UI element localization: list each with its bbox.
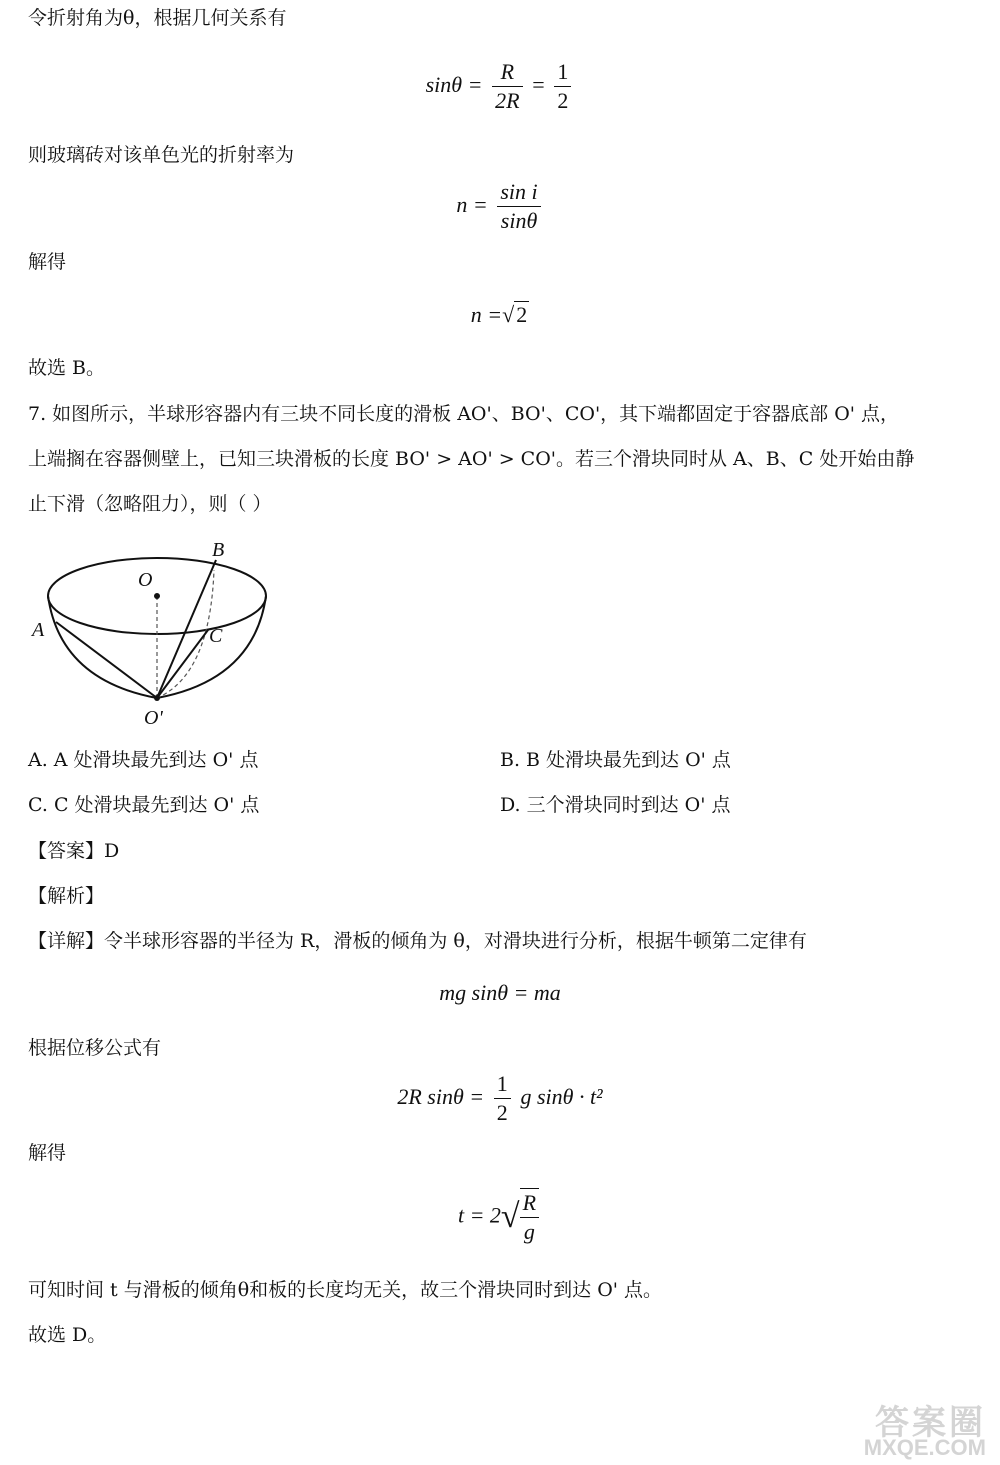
option-B[interactable]: B. B 处滑块最先到达 O' 点 — [500, 749, 731, 771]
formula-time: t = 2√ $\frac{R}{g}$ — [0, 1188, 1000, 1246]
line-2: 则玻璃砖对该单色光的折射率为 — [28, 144, 295, 166]
label-A: A — [32, 619, 45, 641]
line-1: 令折射角为θ，根据几何关系有 — [28, 7, 287, 29]
conclusion-line: 可知时间 t 与滑板的倾角θ和板的长度均无关，故三个滑块同时到达 O' 点。 — [28, 1279, 663, 1301]
formula-n-sqrt2: n =√2 — [470, 302, 528, 327]
hemisphere-figure — [20, 530, 280, 735]
fraction-2: $\frac{1}{2}$ — [554, 58, 571, 115]
option-D[interactable]: D. 三个滑块同时到达 O' 点 — [500, 794, 731, 816]
fraction-1: $\frac{R}{2R}$ — [492, 58, 522, 115]
analysis-line: 【解析】 — [28, 885, 105, 907]
option-C[interactable]: C. C 处滑块最先到达 O' 点 — [28, 794, 260, 816]
question-7-line-3: 止下滑（忽略阻力），则（ ） — [28, 493, 272, 515]
formula-refractive-index: n = $\frac{\text{sin i}}{\sin\theta}$ — [0, 178, 1000, 235]
point-O — [154, 593, 160, 599]
sqrt-sign: √ — [502, 302, 515, 327]
line-4: 故选 B。 — [28, 357, 106, 379]
question-7-line-2: 上端搁在容器侧壁上，已知三块滑板的长度 BO' > AO' > CO'。若三个滑块同时从 A、B、C 处开始由静 — [28, 448, 915, 470]
label-C: C — [209, 625, 223, 647]
displacement-line: 根据位移公式有 — [28, 1037, 162, 1059]
label-O: O — [138, 569, 153, 591]
point-O-prime — [154, 695, 160, 701]
formula-sin-theta: sinθ = $\frac{R}{2R}$ = $\frac{1}{2}$ — [0, 58, 1000, 115]
fraction-R-g: $\frac{R}{g}$ — [520, 1188, 539, 1246]
watermark-logo: 答案圈 — [875, 1404, 986, 1442]
question-7-line-1: 7. 如图所示，半球形容器内有三块不同长度的滑板 AO'、BO'、CO'，其下端都固定于容器底部 O' 点， — [28, 403, 900, 425]
formula-displacement: 2R sinθ = $\frac{1}{2}$ g sinθ · t² — [397, 1071, 603, 1125]
fraction-sin: $\frac{\text{sin i}}{\sin\theta}$ — [497, 178, 540, 235]
formula-lhs: sinθ = — [425, 72, 483, 97]
watermark-url: MXQE.COM — [863, 1435, 986, 1460]
label-B: B — [212, 539, 225, 561]
sqrt-sign-2: √ — [500, 1198, 520, 1235]
final-line: 故选 D。 — [28, 1324, 107, 1346]
option-A[interactable]: A. A 处滑块最先到达 O' 点 — [28, 749, 259, 771]
line-3: 解得 — [28, 251, 67, 273]
label-O-prime: O' — [144, 707, 163, 729]
solve-line: 解得 — [28, 1142, 67, 1164]
answer-line: 【答案】D — [28, 840, 120, 862]
formula-newton: mg sinθ = ma — [439, 980, 561, 1005]
detail-line: 【详解】令半球形容器的半径为 R，滑板的倾角为 θ，对滑块进行分析，根据牛顿第二定律有 — [28, 930, 807, 952]
fraction-half: $\frac{1}{2}$ — [494, 1070, 511, 1127]
